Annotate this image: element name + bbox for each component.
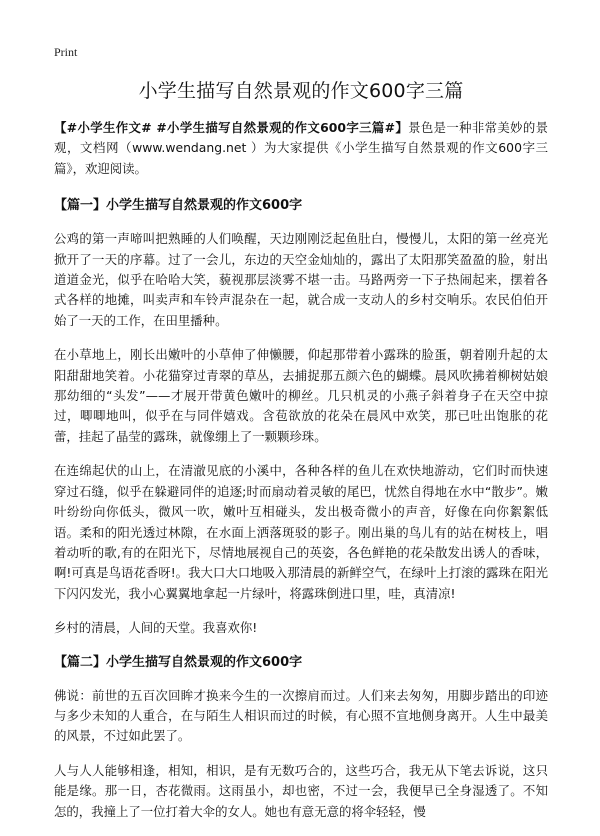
section-1-paragraph-1: 公鸡的第一声啼叫把熟睡的人们唤醒，天边刚刚泛起鱼肚白，慢慢儿，太阳的第一丝亮光掀开了一天的序幕。过了一会儿，东边的天空金灿灿的，露出了太阳那笑盈盈的脸，射出道道金光，似乎在哈哈大笑，藐视那层淡雾不堪一击。马路两旁一下子热闹起来，摆着各式各样的地摊，叫卖声和车铃声混杂在一起，就合成一支动人的乡村交响乐。农民伯伯开始了一天的工作，在田里播种。 xyxy=(54,231,548,328)
section-heading-2: 【篇二】小学生描写自然景观的作文600字 xyxy=(54,654,303,670)
section-1-paragraph-2: 在小草地上，刚长出嫩叶的小草伸了伸懒腰，仰起那带着小露珠的脸蛋，朝着刚升起的太阳甜甜地笑着。小花猫穿过青翠的草丛，去捕捉那五颜六色的蝴蝶。晨风吹拂着柳树姑娘那幼细的“头发”——才展开带黄色嫩叶的柳丝。几只机灵的小燕子斜着身子在天空中掠过，唧唧地叫，似乎在与同伴嬉戏。含苞欲放的花朵在晨风中欢笑，那已吐出饱胀的花蕾，挂起了晶莹的露珠，就像绷上了一颗颗珍珠。 xyxy=(54,347,548,444)
print-link[interactable]: Print xyxy=(54,45,78,59)
section-heading-1: 【篇一】小学生描写自然景观的作文600字 xyxy=(54,198,303,214)
section-2-paragraph-2: 人与人人能够相逢，相知，相识，是有无数巧合的，这些巧合，我无从下笔去诉说，这只能是缘。那一日，杏花微雨。这雨虽小，却也密，不过一会，我便早已全身湿透了。不知怎的，我撞上了一位打着大伞的女人。她也有意无意的将伞轻轻，慢 xyxy=(54,762,548,819)
intro-text: 景色是一种非常美妙的景观，文档网（www.wendang.net ）为大家提供《小学生描写自然景观的作文600字三篇》，欢迎阅读。 xyxy=(54,120,548,176)
section-1-paragraph-4: 乡村的清晨，人间的天堂。我喜欢你! xyxy=(54,620,258,636)
intro-lead: 【#小学生作文# #小学生描写自然景观的作文600字三篇#】 xyxy=(54,120,409,135)
section-2-paragraph-1: 佛说：前世的五百次回眸才换来今生的一次擦肩而过。人们来去匆匆，用脚步踏出的印迹与多少未知的人重合，在与陌生人相识而过的时候，有心照不宣地侧身离开。人生中最美的风景，不过如此罢了。 xyxy=(54,687,548,744)
intro-paragraph xyxy=(54,118,548,179)
article-body xyxy=(54,118,548,836)
section-1-paragraph-3: 在连绵起伏的山上，在清澈见底的小溪中，各种各样的鱼儿在欢快地游动，它们时而快速穿过石缝，似乎在躲避同伴的追逐;时而扇动着灵敏的尾巴，忧然自得地在水中“散步”。嫩叶纷纷向你低头，微风一吹，嫩叶互相碰头，发出极奇微小的声音，好像在向你絮絮低语。柔和的阳光透过林隙，在水面上洒落斑驳的影子。刚出巢的鸟儿有的站在树枝上，唱着动听的歌,有的在阳光下，尽情地展视自己的英姿，各色鲜艳的花朵散发出诱人的香味，啊!可真是鸟语花香呀!。我大口大口地吸入那清晨的新鲜空气，在绿叶上打滚的露珠在阳光下闪闪发光，我小心翼翼地拿起一片绿叶，将露珠倒进口里，哇，真清凉! xyxy=(54,463,548,601)
page-title: 小学生描写自然景观的作文600字三篇 xyxy=(138,80,464,102)
